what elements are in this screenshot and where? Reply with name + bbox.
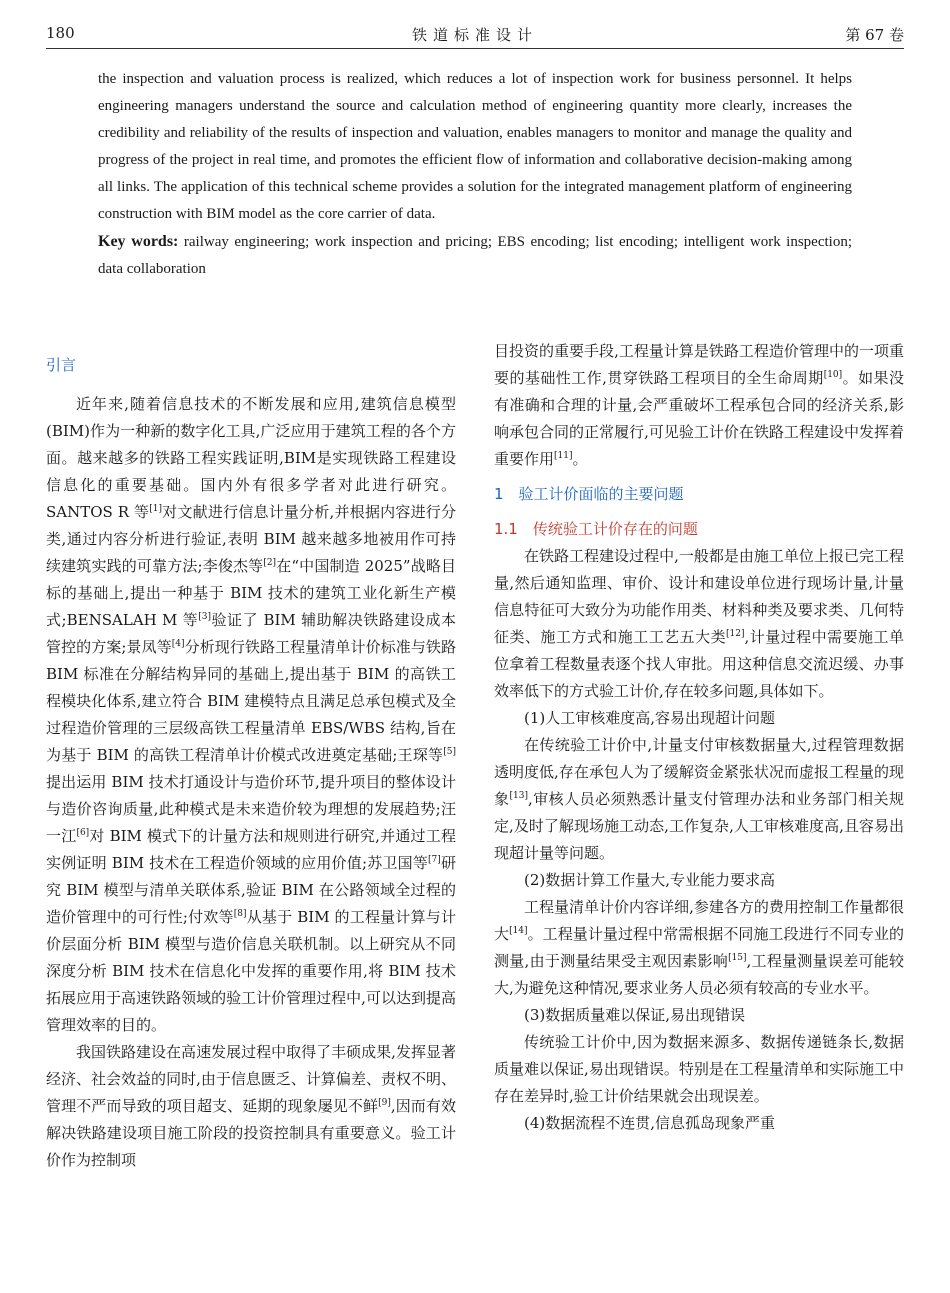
item-4-title: (4)数据流程不连贯,信息孤岛现象严重 <box>524 1114 776 1132</box>
citation-marker: [11] <box>554 451 573 461</box>
item-1-title: (1)人工审核难度高,容易出现超计问题 <box>524 709 776 727</box>
citation-marker: [1] <box>149 504 163 514</box>
citation-marker: [12] <box>726 629 745 639</box>
item-2-body: 工程量清单计价内容详细,参建各方的费用控制工作量都很大[14]。工程量计量过程中常需根据不同施工段进行不同专业的测量,由于测量结果受主观因素影响[15],工程量测量误差可能较大,为避免这种情况,要求业务人员必须有较高的专业水平。 <box>494 898 904 997</box>
keywords-line <box>98 228 852 283</box>
page-number: 180 <box>46 24 75 42</box>
section-1-1-heading: 1.1 传统验工计价存在的问题 <box>494 520 698 538</box>
keywords-label: Key words: <box>98 233 179 250</box>
citation-marker: [10] <box>823 370 843 380</box>
item-2-title: (2)数据计算工作量大,专业能力要求高 <box>524 871 776 889</box>
left-column <box>46 352 456 1174</box>
journal-title: 铁道标准设计 <box>411 26 538 44</box>
citation-marker: [4] <box>171 639 185 649</box>
running-header <box>46 22 904 49</box>
citation-marker: [2] <box>263 558 277 568</box>
citation-marker: [3] <box>198 612 211 622</box>
intro-paragraph-1: 近年来,随着信息技术的不断发展和应用,建筑信息模型(BIM)作为一种新的数字化工具,广泛应用于建筑工程的各个方面。越来越多的铁路工程实践证明,BIM是实现铁路工程建设信息化的重要基础。国内外有很多学者对此进行研究。SANTOS R 等[1]对文献进行信息计量分析,并根据内容进行分类,通过内容分析进行验证,表明 BIM 越来越多地被用作可持续建筑实践的可靠方法;李俊杰等[2]在“中国制造 2025”战略目标的基础上,提出一种基于 BIM 技术的建筑工业化新生产模式;BENSALAH M 等[3]验证了 BIM 辅助解决铁路建设成本管控的方案;景凤等[4]分析现行铁路工程量清单计价标准与铁路 BIM 标准在分解结构异同的基础上,提出基于 BIM 的高铁工程模块化体系,建立符合 BIM 建模特点且满足总承包模式及全过程造价管理的三层级高铁工程量清单 EBS/WBS 结构,旨在为基于 BIM 的高铁工程清单计价模式改进奠定基础;王琛等[5]提出运用 BIM 技术打通设计与造价环节,提升项目的整体设计与造价咨询质量,此种模式是未来造价较为理想的发展趋势;汪一江[6]对 BIM 模式下的计量方法和规则进行研究,并通过工程实例证明 BIM 技术在工程造价领域的应用价值;苏卫国等[7]研究 BIM 模型与清单关联体系,验证 BIM 在公路领域全过程的造价管理中的可行性;付欢等[8]从基于 BIM 的工程量计算与计价层面分析 BIM 模型与造价信息关联机制。以上研究从不同深度分析 BIM 技术在信息化中发挥的重要作用,将 BIM 技术拓展应用于高速铁路领域的验工计价管理过程中,可以达到提高管理效率的目的。 <box>46 395 456 1034</box>
citation-marker: [8] <box>233 909 247 919</box>
keywords-text: railway engineering; work inspection and pricing; EBS encoding; list encoding; intelligent work inspection; data collaboration <box>98 234 852 277</box>
item-3-body: 传统验工计价中,因为数据来源多、数据传递链条长,数据质量难以保证,易出现错误。特别是在工程量清单和实际施工中存在差异时,验工计价结果就会出现误差。 <box>494 1033 904 1105</box>
citation-marker: [7] <box>428 855 441 865</box>
citation-marker: [14] <box>509 926 528 936</box>
citation-marker: [15] <box>728 953 747 963</box>
item-3-title: (3)数据质量难以保证,易出现错误 <box>524 1006 746 1024</box>
citation-marker: [5] <box>443 747 456 757</box>
volume-label: 第 67 卷 <box>845 26 904 44</box>
section-1-heading: 1 验工计价面临的主要问题 <box>494 485 684 503</box>
intro-paragraph-2: 我国铁路建设在高速发展过程中取得了丰硕成果,发挥显著经济、社会效益的同时,由于信息匮乏、计算偏差、责权不明、管理不严而导致的项目超支、延期的现象屡见不鲜[9],因而有效解决铁路建设项目施工阶段的投资控制具有重要意义。验工计价作为控制项 <box>46 1043 456 1169</box>
citation-marker: [13] <box>509 791 528 801</box>
right-column <box>494 338 904 1137</box>
english-abstract <box>98 66 852 283</box>
abstract-body: the inspection and valuation process is realized, which reduces a lot of inspection work for business personnel. It helps engineering managers understand the source and calculation method of engineering quantity more clearly, increases the credibility and reliability of the results of inspection and valuation, enables managers to monitor and manage the quality and progress of the project in real time, and promotes the efficient flow of information and collaborative decision-making among all links. The application of this technical scheme provides a solution for the integrated management platform of engineering construction with BIM model as the core carrier of data. <box>98 71 852 222</box>
continuation-paragraph: 目投资的重要手段,工程量计算是铁路工程造价管理中的一项重要的基础性工作,贯穿铁路工程项目的全生命周期[10]。如果没有准确和合理的计量,会严重破坏工程承包合同的经济关系,影响承包合同的正常履行,可见验工计价在铁路工程建设中发挥着重要作用[11]。 <box>494 342 904 468</box>
section-1-1-paragraph: 在铁路工程建设过程中,一般都是由施工单位上报已完工程量,然后通知监理、审价、设计和建设单位进行现场计量,计量信息特征可大致分为功能作用类、材料种类及要求类、几何特征类、施工方式和施工工艺五大类[12],计量过程中需要施工单位拿着工程数量表逐个找人审批。用这种信息交流迟缓、办事效率低下的方式验工计价,存在较多问题,具体如下。 <box>494 547 904 700</box>
citation-marker: [6] <box>76 828 90 838</box>
item-1-body: 在传统验工计价中,计量支付审核数据量大,过程管理数据透明度低,存在承包人为了缓解资金紧张状况而虚报工程量的现象[13],审核人员必须熟悉计量支付管理办法和业务部门相关规定,及时了解现场施工动态,工作复杂,人工审核难度高,且容易出现超计量等问题。 <box>494 736 904 862</box>
citation-marker: [9] <box>378 1098 391 1108</box>
intro-heading: 引言 <box>46 356 77 374</box>
